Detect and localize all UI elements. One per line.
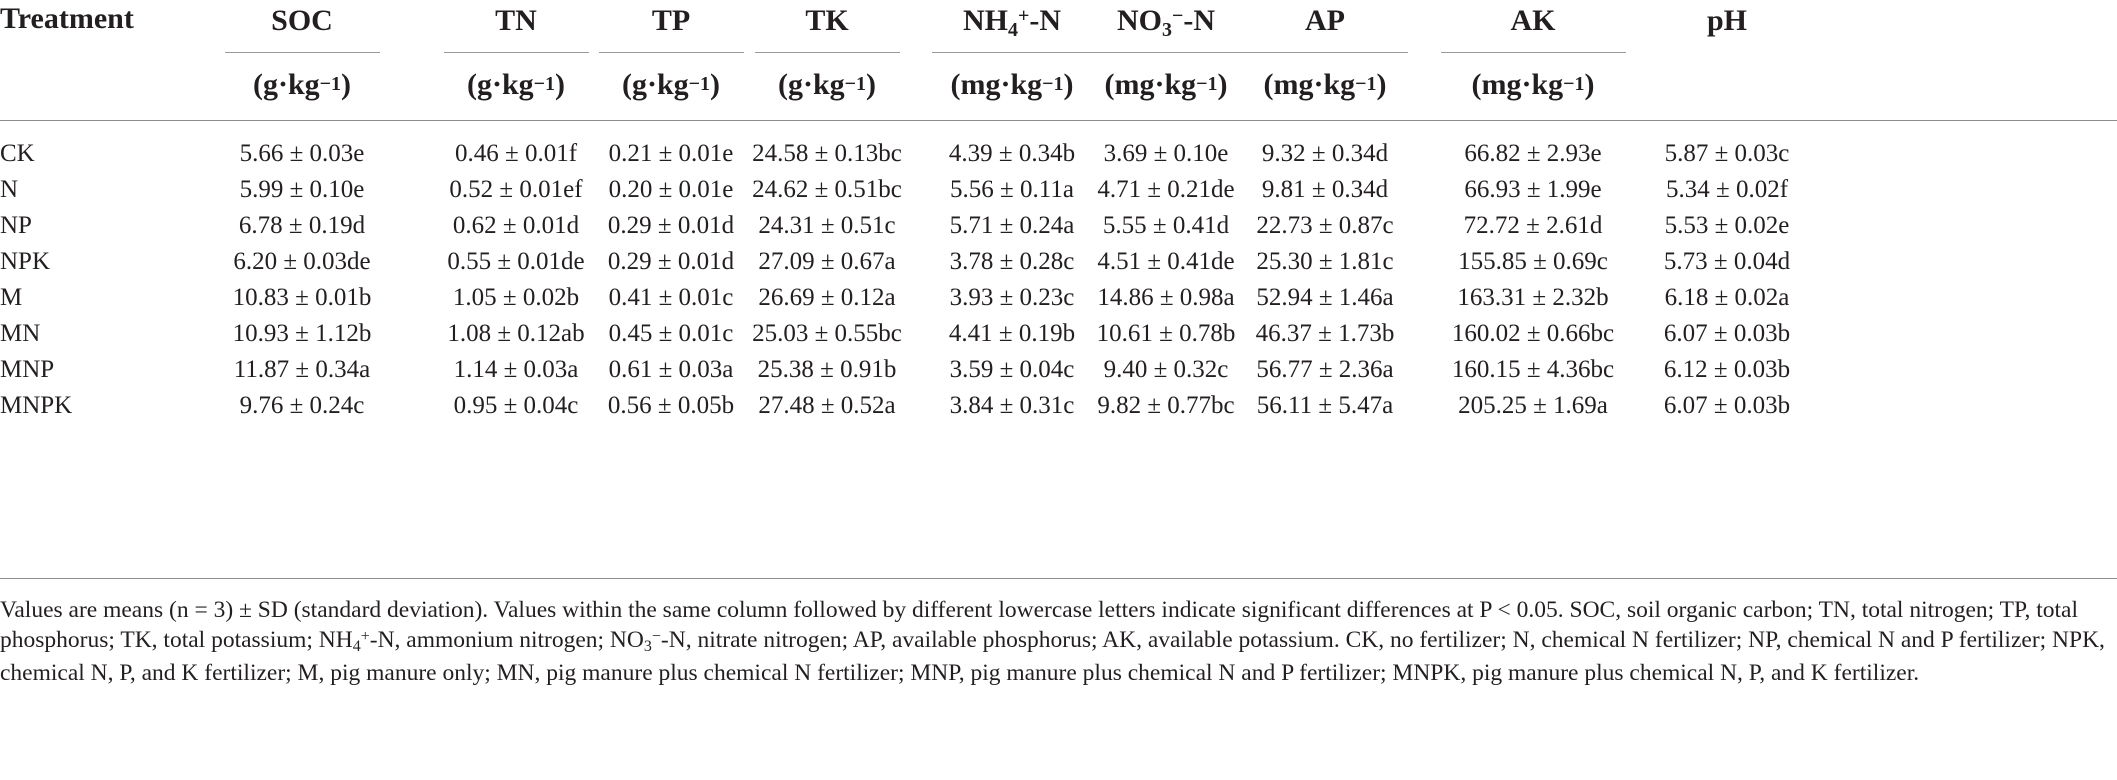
row-treatment: M [0,284,23,311]
table-footnote: Values are means (n = 3) ± SD (standard deviation). Values within the same column followed by different lowercase letters indicate significant differences at P < 0.05. SOC, soil organic carbon; TN, total nitrogen; TP, total phosphorus; TK, total potassium; $NH_4^+-N$, ammonium nitrogen; $NO_3^--N$, nitrate nitrogen; AP, available phosphorus; AK, available potassium. CK, no fertilizer; N, chemical N fertilizer; NP, chemical N and P fertilizer; NPK, chemical N, P, and K fertilizer; M, pig manure only; MN, pig manure plus chemical N fertilizer; MNP, pig manure plus chemical N and P fertilizer; MNPK, pig manure plus chemical N, P, and K fertilizer. [0,597,2105,686]
table-cell: 10.93 ± 1.12b [232,320,372,347]
unit-exponent: −1 [533,73,556,95]
header-bottom-rule [0,120,2117,121]
table-cell: 24.58 ± 0.13bc [752,140,902,167]
table-cell: 3.78 ± 0.28c [949,248,1075,275]
table-cell: 5.55 ± 0.41d [1102,212,1230,239]
header-column-rule [599,52,744,53]
row-treatment: NP [0,212,32,239]
table-cell: 6.18 ± 0.02a [1664,284,1790,311]
header-treatment: Treatment [0,2,134,35]
unit-paren-open: ( [1263,68,1274,101]
table-cell: 5.56 ± 0.11a [950,176,1074,203]
unit-exponent: −1 [1355,73,1377,95]
table-cell: 11.87 ± 0.34a [233,356,371,383]
unit-paren-close: ) [1584,68,1595,101]
row-treatment: MNP [0,356,55,383]
header-ap: AP [1305,4,1345,37]
table-cell: 0.41 ± 0.01c [608,284,734,311]
row-treatment: N [0,176,19,203]
header-label-tail: -N [1183,4,1216,37]
header-label-tail: -N [1029,4,1062,37]
table-cell: 1.14 ± 0.03a [453,356,579,383]
table-cell: 5.87 ± 0.03c [1664,140,1790,167]
unit-base: mg·kg [1273,68,1356,101]
table-cell: 6.78 ± 0.19d [238,212,366,239]
table-cell: 3.84 ± 0.31c [949,392,1075,419]
table-cell: 0.62 ± 0.01d [452,212,580,239]
table-cell: 0.46 ± 0.01f [454,140,578,167]
row-treatment: MN [0,320,41,347]
table-cell: 25.30 ± 1.81c [1256,248,1394,275]
table-cell: 160.15 ± 4.36bc [1451,356,1615,383]
table-cell: 6.20 ± 0.03de [233,248,371,275]
unit-base: g·kg [631,68,689,101]
header-label-base: NO [1116,4,1162,37]
table-cell: 5.66 ± 0.03e [239,140,365,167]
table-cell: 46.37 ± 1.73b [1255,320,1395,347]
table-cell: 6.07 ± 0.03b [1663,320,1791,347]
table-cell: 25.03 ± 0.55bc [752,320,902,347]
table-cell: 72.72 ± 2.61d [1463,212,1603,239]
header-soc: SOC [271,4,333,37]
unit-base: g·kg [262,68,320,101]
table-cell: 205.25 ± 1.69a [1458,392,1608,419]
table-cell: 4.71 ± 0.21de [1097,176,1235,203]
table-cell: 0.55 ± 0.01de [447,248,585,275]
table-bottom-rule [0,578,2117,579]
table-cell: 4.41 ± 0.19b [948,320,1076,347]
header-label-superscript: + [1017,5,1030,27]
header-column-rule [1441,52,1626,53]
unit-exponent: −1 [688,73,711,95]
header-column-rule [932,52,1092,53]
table-cell: 0.21 ± 0.01e [608,140,734,167]
header-label-superscript: − [1171,5,1184,27]
header-tk: TK [805,4,849,37]
unit-paren-close: ) [710,68,721,101]
unit-paren-open: ( [1471,68,1482,101]
table-cell: 0.95 ± 0.04c [453,392,579,419]
row-treatment: NPK [0,248,51,275]
unit-exponent: −1 [1196,73,1218,95]
unit-paren-close: ) [1217,68,1228,101]
table-cell: 3.59 ± 0.04c [949,356,1075,383]
table-cell: 14.86 ± 0.98a [1097,284,1235,311]
table-cell: 27.09 ± 0.67a [758,248,896,275]
table-cell: 56.11 ± 5.47a [1256,392,1394,419]
table-cell: 1.05 ± 0.02b [452,284,580,311]
table-cell: 0.29 ± 0.01d [607,248,735,275]
header-column-rule [1243,52,1408,53]
row-treatment: CK [0,140,35,167]
table-cell: 3.69 ± 0.10e [1103,140,1229,167]
unit-paren-open: ( [621,68,632,101]
header-column-rule [755,52,900,53]
header-label-base: NH [962,4,1008,37]
table-cell: 5.53 ± 0.02e [1664,212,1790,239]
header-unit-soc [182,68,422,102]
table-cell: 9.81 ± 0.34d [1261,176,1389,203]
unit-base: mg·kg [1114,68,1197,101]
header-column-rule [1086,52,1246,53]
unit-paren-open: ( [252,68,263,101]
table-cell: 66.82 ± 2.93e [1464,140,1602,167]
table-cell: 5.73 ± 0.04d [1663,248,1791,275]
row-treatment: MNPK [0,392,73,419]
table-cell: 5.99 ± 0.10e [239,176,365,203]
unit-paren-open: ( [1104,68,1115,101]
table-cell: 10.61 ± 0.78b [1096,320,1236,347]
table-cell: 4.39 ± 0.34b [948,140,1076,167]
table-cell: 66.93 ± 1.99e [1464,176,1602,203]
unit-paren-close: ) [1376,68,1387,101]
table-cell: 27.48 ± 0.52a [758,392,896,419]
table-cell: 3.93 ± 0.23c [949,284,1075,311]
table-cell: 155.85 ± 0.69c [1458,248,1608,275]
table-cell: 9.76 ± 0.24c [239,392,365,419]
table-cell: 5.34 ± 0.02f [1665,176,1789,203]
unit-paren-close: ) [866,68,877,101]
table-cell: 24.31 ± 0.51c [758,212,896,239]
header-ak: AK [1510,4,1556,37]
header-tp: TP [651,4,691,37]
table-cell: 0.61 ± 0.03a [608,356,734,383]
table-cell: 26.69 ± 0.12a [758,284,896,311]
header-label-subscript: 3 [1161,19,1172,41]
unit-exponent: −1 [1563,73,1585,95]
unit-paren-open: ( [777,68,788,101]
unit-paren-open: ( [466,68,477,101]
table-cell: 9.32 ± 0.34d [1261,140,1389,167]
unit-paren-close: ) [1063,68,1074,101]
unit-paren-open: ( [950,68,961,101]
unit-paren-close: ) [555,68,566,101]
unit-paren-close: ) [341,68,352,101]
table-cell: 0.45 ± 0.01c [608,320,734,347]
table-cell: 163.31 ± 2.32b [1457,284,1609,311]
table-cell: 22.73 ± 0.87c [1256,212,1394,239]
table-cell: 56.77 ± 2.36a [1256,356,1394,383]
unit-base: mg·kg [960,68,1043,101]
table-cell: 5.71 ± 0.24a [949,212,1075,239]
unit-exponent: −1 [319,73,342,95]
unit-exponent: −1 [844,73,867,95]
table-cell: 0.56 ± 0.05b [607,392,735,419]
table-cell: 4.51 ± 0.41de [1097,248,1235,275]
table-cell: 10.83 ± 0.01b [232,284,372,311]
table-cell: 9.82 ± 0.77bc [1097,392,1235,419]
unit-base: g·kg [787,68,845,101]
unit-base: g·kg [476,68,534,101]
unit-base: mg·kg [1481,68,1564,101]
header-unit-ak [1413,68,1653,102]
table-cell: 25.38 ± 0.91b [757,356,897,383]
table-cell: 6.07 ± 0.03b [1663,392,1791,419]
table-cell: 160.02 ± 0.66bc [1451,320,1615,347]
header-label-subscript: 4 [1007,19,1018,41]
header-unit-ap [1205,68,1445,102]
table-cell: 0.20 ± 0.01e [608,176,734,203]
table-cell: 24.62 ± 0.51bc [752,176,902,203]
table-cell: 0.52 ± 0.01ef [449,176,583,203]
table-cell: 6.12 ± 0.03b [1663,356,1791,383]
table-cell: 0.29 ± 0.01d [607,212,735,239]
header-column-rule [225,52,380,53]
header-tn: TN [495,4,537,37]
table-cell: 1.08 ± 0.12ab [447,320,585,347]
table-cell: 52.94 ± 1.46a [1256,284,1394,311]
header-column-rule [444,52,589,53]
header-ph: pH [1706,4,1748,37]
table-cell: 9.40 ± 0.32c [1103,356,1229,383]
unit-exponent: −1 [1042,73,1064,95]
